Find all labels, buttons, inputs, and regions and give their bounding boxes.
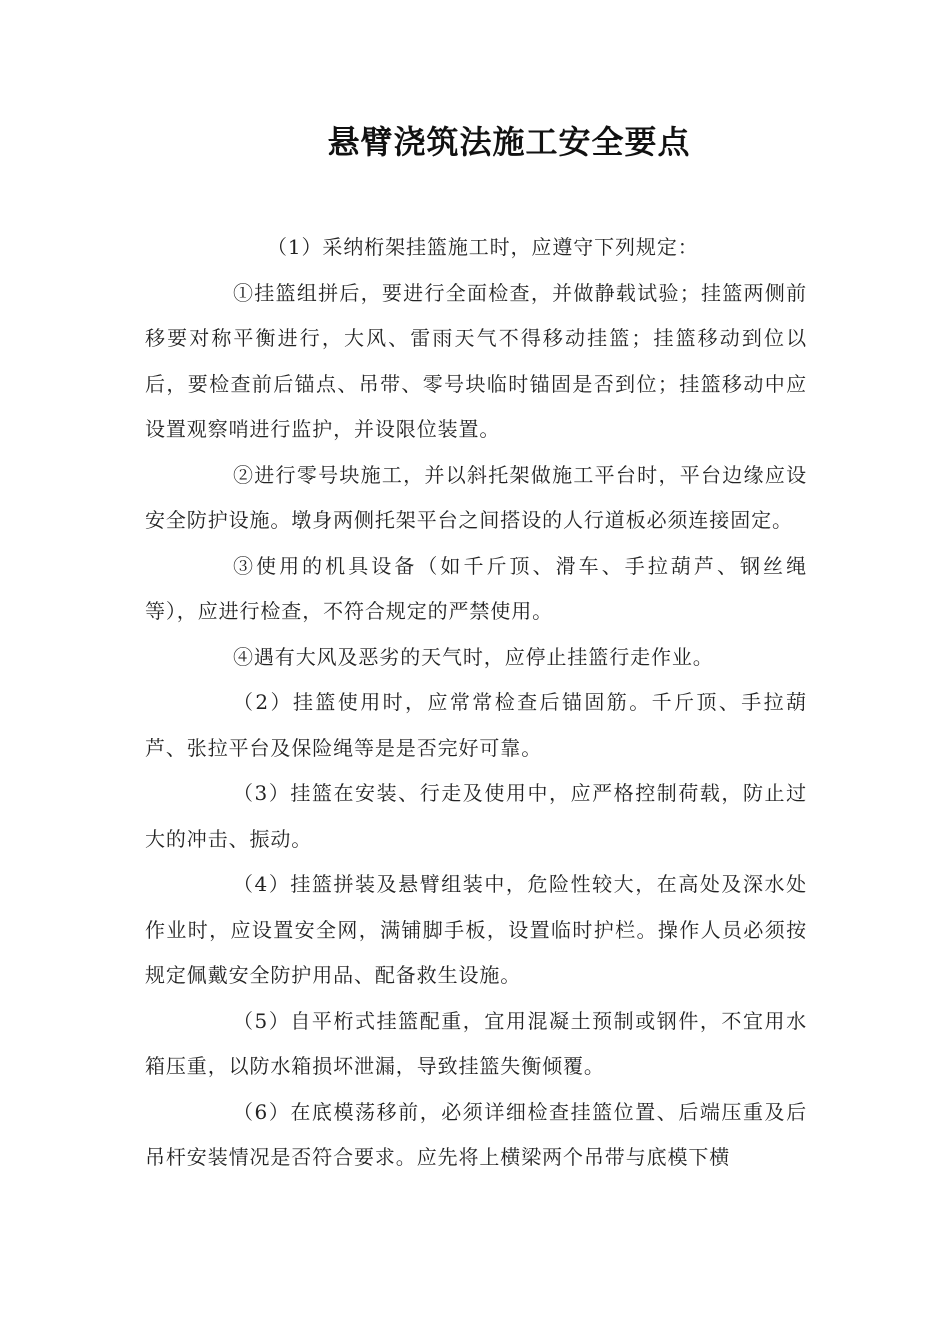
- paragraph-9: （5）自平桁式挂篮配重，宜用混凝土预制或钢件，不宜用水箱压重，以防水箱损坏泄漏，导致挂篮失衡倾覆。: [145, 1008, 807, 1078]
- paragraph-7: （3）挂篮在安装、行走及使用中，应严格控制荷载，防止过大的冲击、振动。: [145, 781, 807, 851]
- paragraph-4: ③使用的机具设备（如千斤顶、滑车、手拉葫芦、钢丝绳等），应进行检查，不符合规定的严禁使用。: [145, 553, 807, 623]
- paragraph-10: （6）在底模荡移前，必须详细检查挂篮位置、后端压重及后吊杆安装情况是否符合要求。应先将上横梁两个吊带与底模下横: [145, 1099, 807, 1169]
- document-body: [145, 225, 807, 1181]
- paragraph-2: ①挂篮组拼后，要进行全面检查，并做静载试验；挂篮两侧前移要对称平衡进行，大风、雷雨天气不得移动挂篮；挂篮移动到位以后，要检查前后锚点、吊带、零号块临时锚固是否到位；挂篮移动中应设置观察哨进行监护，并设限位装置。: [145, 280, 807, 441]
- document-title: 悬臂浇筑法施工安全要点: [327, 123, 691, 161]
- paragraph-6: （2）挂篮使用时，应常常检查后锚固筋。千斤顶、手拉葫芦、张拉平台及保险绳等是是否完好可靠。: [145, 690, 807, 760]
- paragraph-8: （4）挂篮拼装及悬臂组装中，危险性较大，在高处及深水处作业时，应设置安全网，满铺脚手板，设置临时护栏。操作人员必须按规定佩戴安全防护用品、配备救生设施。: [145, 872, 807, 987]
- paragraph-3: ②进行零号块施工，并以斜托架做施工平台时，平台边缘应设安全防护设施。墩身两侧托架平台之间搭设的人行道板必须连接固定。: [145, 462, 807, 532]
- paragraph-1: （1）采纳桁架挂篮施工时，应遵守下列规定：: [267, 235, 699, 259]
- paragraph-5: ④遇有大风及恶劣的天气时，应停止挂篮行走作业。: [233, 644, 714, 669]
